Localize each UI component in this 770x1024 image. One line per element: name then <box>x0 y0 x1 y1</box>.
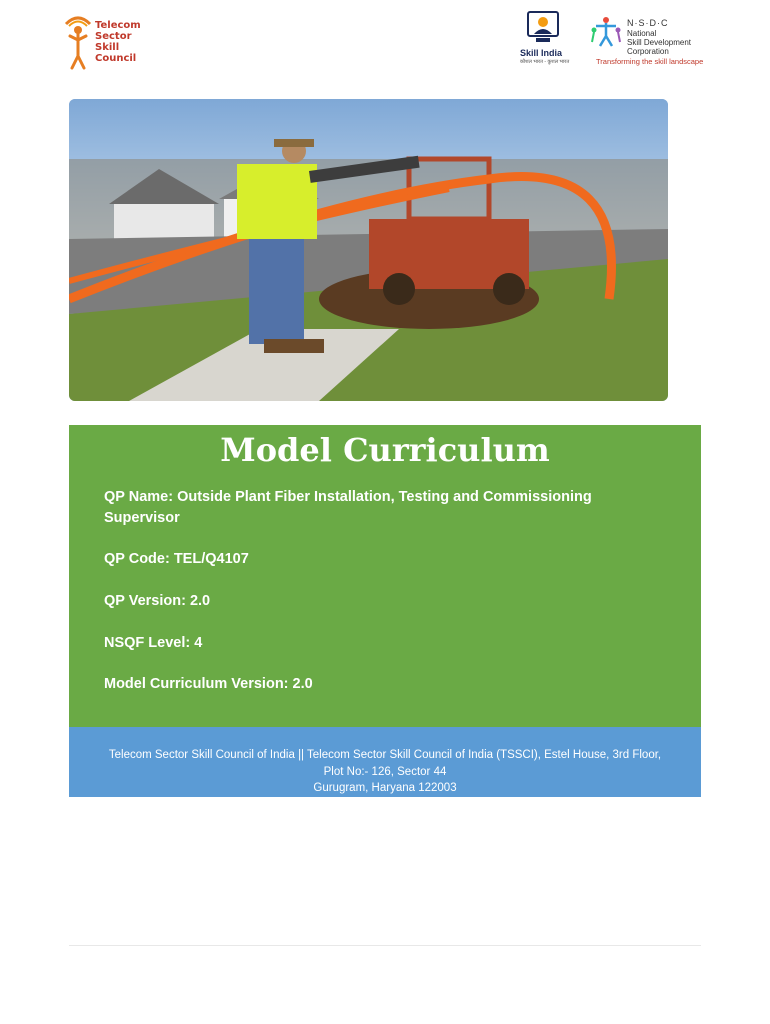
nsdc-letters: N·S·D·C <box>627 18 669 28</box>
nsdc-tagline: Transforming the skill landscape <box>596 57 704 66</box>
address-line-1: Telecom Sector Skill Council of India || Telecom Sector Skill Council of India (TSSCI), Estel House, 3rd Floor, <box>108 749 662 761</box>
address-line-2: Plot No:- 126, Sector 44 <box>323 765 447 778</box>
address-line-3: Gurugram, Haryana 122003 <box>313 782 457 794</box>
nsdc-figures-icon <box>592 17 621 46</box>
skill-india-subtext: कौशल भारत - कुशल भारत <box>520 59 570 65</box>
qp-name: QP Name: Outside Plant Fiber Installation, Testing and Commissioning Supervisor <box>104 489 592 526</box>
model-curriculum-version: Model Curriculum Version: 2.0 <box>104 676 313 692</box>
nsdc-logo <box>588 14 624 54</box>
qp-version: QP Version: 2.0 <box>104 593 211 609</box>
page-divider <box>69 945 701 946</box>
tssc-logo-text: Telecom Sector Skill Council <box>95 20 141 64</box>
qp-code: QP Code: TEL/Q4107 <box>104 551 249 567</box>
skill-india-emblem-icon <box>528 12 558 42</box>
fiber-installation-photo <box>69 99 668 401</box>
cover-photo <box>69 99 668 401</box>
tssc-emblem-icon <box>66 18 90 68</box>
page-title: Model Curriculum <box>220 431 550 469</box>
address-text <box>69 747 701 797</box>
nsqf-level: NSQF Level: 4 <box>104 635 203 651</box>
nsdc-name: National Skill Development Corporation <box>627 29 692 56</box>
skill-india-text: Skill India <box>520 48 563 58</box>
